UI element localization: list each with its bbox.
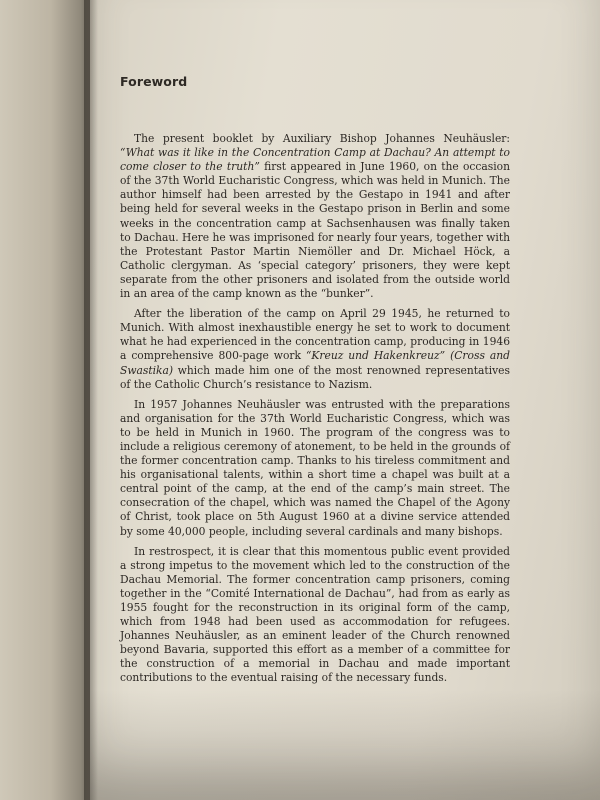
page-heading: Foreword [120, 74, 188, 89]
book-gutter-shadow [84, 0, 98, 800]
paragraph-2-rest: which made him one of the most renowned representatives of the Catholic Church’s resistance to Nazism. [120, 363, 510, 391]
left-page-edge [0, 0, 92, 800]
paragraph-4: In restrospect, it is clear that this momentous public event provided a strong impetus to the movement which led to the construction of the Dachau Memorial. The former concentration camp prisoners, coming together in the “Comité International de Dachau”, had from as early as 1955 fought for the reconstruction in its original form of the camp, which from 1948 had been used as accommodation for refugees. Johannes Neuhäusler, as an eminent leader of the Church renowned beyond Bavaria, supported this effort as a member of a committee for the construction of a memorial in Dachau and made important contributions to the eventual raising of the necessary funds. [120, 544, 510, 685]
page-bottom-shadow [90, 690, 600, 800]
paragraph-3: In 1957 Johannes Neuhäusler was entrusted with the preparations and organisation for the 37th World Eucharistic Congress, which was to be held in Munich in 1960. The program of the congress was to include a religious ceremony of atonement, to be held in the grounds of the former concentration camp. Thanks to his tireless commitment and his organisational talents, within a short time a chapel was built at a central point of the camp, at the end of the camp’s main street. The consecration of the chapel, which was named the Chapel of the Agony of Christ, took place on 5th August 1960 at a divine service attended by some 40,000 people, including several cardinals and many bishops. [120, 397, 510, 538]
paragraph-1 [120, 132, 510, 301]
paragraph-2-intro: After the liberation of the camp on April 29 1945, he returned to Munich. With almost inexhaustible energy he set to work to document what he had experienced in the concentration camp, producing in 1946 a comprehensive 800-page work [120, 307, 510, 363]
paragraph-1-rest: first appeared in June 1960, on the occasion of the 37th World Eucharistic Congress, which was held in Munich. The author himself had been arrested by the Gestapo in 1941 and after being held for several weeks in the Gestapo prison in Berlin and some weeks in the concentration camp at Sachsenhausen was finally taken to Dachau. Here he was imprisoned for nearly four years, together with the Protestant Pastor Martin Niemöller and Dr. Michael Höck, a Catholic clergyman. As ‘special category’ prisoners, they were kept separate from the other prisoners and isolated from the outside world in an area of the camp known as the “bunker”. [120, 160, 510, 301]
paragraph-1-intro: The present booklet by Auxiliary Bishop Johannes Neuhäusler: [134, 132, 510, 145]
book-title: “Kreuz und Hakenkreuz” (Cross and Swastika) [120, 349, 510, 377]
paragraph-2 [120, 307, 510, 392]
body-text [120, 132, 510, 692]
booklet-title: “What was it like in the Concentration Camp at Dachau? An attempt to come closer to the truth” [120, 146, 510, 174]
